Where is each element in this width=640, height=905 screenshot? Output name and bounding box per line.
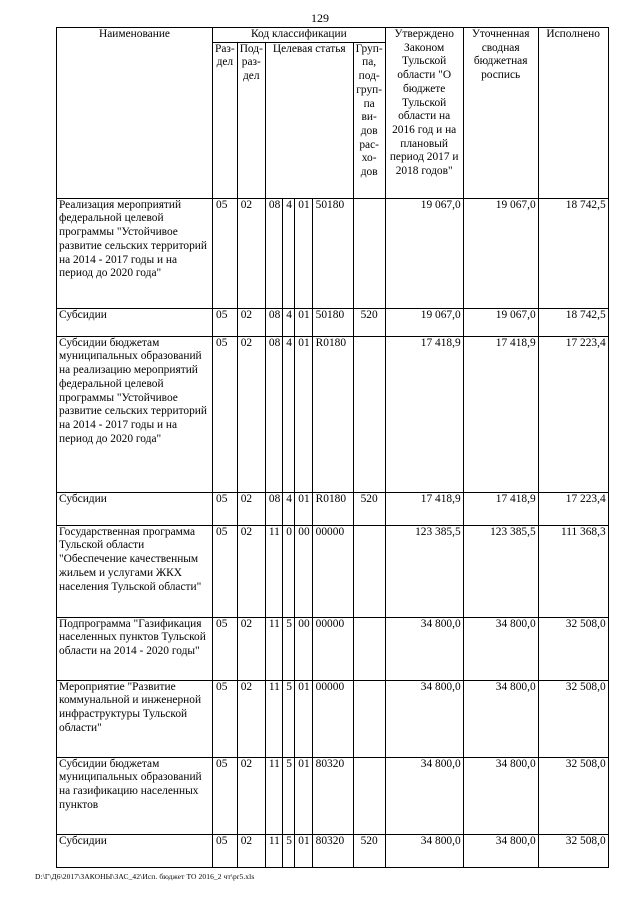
- row-podrazdel: 02: [237, 617, 265, 680]
- row-executed: 17 223,4: [538, 336, 608, 492]
- row-refined: 123 385,5: [463, 525, 538, 617]
- row-refined: 34 800,0: [463, 680, 538, 757]
- header-refined: Уточненная сводная бюджетная роспись: [463, 28, 538, 199]
- row-approved: 17 418,9: [385, 336, 463, 492]
- row-executed: 32 508,0: [538, 757, 608, 834]
- table-header: [57, 28, 609, 199]
- row-razdel: 05: [213, 757, 238, 834]
- row-podrazdel: 02: [237, 492, 265, 525]
- file-path-footer: D:\Г\Д6\2017\ЗАКОНЫ\ЗАС_42\Исп. бюджет ТО 2016_2 чт\pr5.xls: [35, 872, 255, 881]
- row-cs-subprogram: 5: [283, 834, 295, 867]
- row-podrazdel: 02: [237, 308, 265, 336]
- table-row: [57, 834, 609, 867]
- row-cs-program: 08: [265, 336, 282, 492]
- row-approved: 34 800,0: [385, 617, 463, 680]
- row-razdel: 05: [213, 336, 238, 492]
- row-cs-program: 11: [265, 680, 282, 757]
- header-razdel: Раз- дел: [213, 42, 238, 198]
- row-group: [353, 617, 385, 680]
- header-executed: Исполнено: [538, 28, 608, 199]
- row-cs-event: 01: [295, 308, 312, 336]
- row-group: [353, 680, 385, 757]
- row-cs-direction: 00000: [312, 617, 353, 680]
- row-cs-program: 11: [265, 757, 282, 834]
- row-approved: 34 800,0: [385, 680, 463, 757]
- row-cs-event: 00: [295, 617, 312, 680]
- row-cs-subprogram: 4: [283, 308, 295, 336]
- row-refined: 34 800,0: [463, 834, 538, 867]
- row-podrazdel: 02: [237, 336, 265, 492]
- row-cs-direction: 80320: [312, 834, 353, 867]
- table-row: [57, 680, 609, 757]
- row-cs-direction: 80320: [312, 757, 353, 834]
- row-razdel: 05: [213, 834, 238, 867]
- row-group: [353, 525, 385, 617]
- row-name: Субсидии бюджетам муниципальных образований на газификацию населенных пунктов: [57, 757, 213, 834]
- row-razdel: 05: [213, 492, 238, 525]
- row-name: Государственная программа Тульской области "Обеспечение качественным жильем и услугами ЖКХ населения Тульской области": [57, 525, 213, 617]
- row-name: Мероприятие "Развитие коммунальной и инженерной инфраструктуры Тульской области": [57, 680, 213, 757]
- row-razdel: 05: [213, 680, 238, 757]
- row-cs-subprogram: 0: [283, 525, 295, 617]
- row-razdel: 05: [213, 617, 238, 680]
- row-cs-event: 00: [295, 525, 312, 617]
- row-approved: 17 418,9: [385, 492, 463, 525]
- row-executed: 32 508,0: [538, 680, 608, 757]
- row-approved: 34 800,0: [385, 834, 463, 867]
- table-row: [57, 525, 609, 617]
- header-group: Груп- па, под- груп- па ви- дов рас- хо- дов: [353, 42, 385, 198]
- row-executed: 32 508,0: [538, 834, 608, 867]
- row-name: Субсидии: [57, 308, 213, 336]
- row-cs-program: 11: [265, 834, 282, 867]
- row-podrazdel: 02: [237, 757, 265, 834]
- row-name: Субсидии: [57, 834, 213, 867]
- row-refined: 34 800,0: [463, 757, 538, 834]
- table-row: [57, 492, 609, 525]
- row-razdel: 05: [213, 308, 238, 336]
- budget-table: [56, 27, 609, 868]
- row-name: Субсидии: [57, 492, 213, 525]
- row-podrazdel: 02: [237, 525, 265, 617]
- row-cs-subprogram: 5: [283, 680, 295, 757]
- table-row: [57, 757, 609, 834]
- table-row: [57, 336, 609, 492]
- row-cs-event: 01: [295, 834, 312, 867]
- row-group: [353, 198, 385, 308]
- row-cs-program: 11: [265, 617, 282, 680]
- row-group: 520: [353, 492, 385, 525]
- row-refined: 17 418,9: [463, 492, 538, 525]
- row-cs-subprogram: 4: [283, 336, 295, 492]
- row-refined: 34 800,0: [463, 617, 538, 680]
- row-approved: 123 385,5: [385, 525, 463, 617]
- row-group: [353, 757, 385, 834]
- table-row: [57, 308, 609, 336]
- row-cs-event: 01: [295, 336, 312, 492]
- row-group: 520: [353, 834, 385, 867]
- table-body: [57, 198, 609, 867]
- row-razdel: 05: [213, 198, 238, 308]
- row-refined: 19 067,0: [463, 308, 538, 336]
- row-cs-program: 08: [265, 198, 282, 308]
- row-approved: 19 067,0: [385, 308, 463, 336]
- row-name: Субсидии бюджетам муниципальных образований на реализацию мероприятий федеральной целевой программы "Устойчивое развитие сельских территорий на 2014 - 2017 годы и на период до 2020 года": [57, 336, 213, 492]
- row-razdel: 05: [213, 525, 238, 617]
- row-executed: 17 223,4: [538, 492, 608, 525]
- header-target-article: Целевая статья: [265, 42, 353, 198]
- row-group: [353, 336, 385, 492]
- row-podrazdel: 02: [237, 834, 265, 867]
- row-cs-subprogram: 4: [283, 492, 295, 525]
- row-approved: 19 067,0: [385, 198, 463, 308]
- row-cs-direction: 50180: [312, 198, 353, 308]
- row-cs-subprogram: 5: [283, 757, 295, 834]
- row-cs-subprogram: 4: [283, 198, 295, 308]
- row-executed: 32 508,0: [538, 617, 608, 680]
- row-cs-program: 08: [265, 308, 282, 336]
- row-cs-direction: 00000: [312, 680, 353, 757]
- row-cs-direction: 00000: [312, 525, 353, 617]
- row-cs-event: 01: [295, 680, 312, 757]
- row-approved: 34 800,0: [385, 757, 463, 834]
- row-refined: 17 418,9: [463, 336, 538, 492]
- row-refined: 19 067,0: [463, 198, 538, 308]
- row-cs-event: 01: [295, 198, 312, 308]
- row-executed: 111 368,3: [538, 525, 608, 617]
- table-row: [57, 198, 609, 308]
- row-cs-direction: R0180: [312, 492, 353, 525]
- header-approved: Утверждено Законом Тульской области "О бюджете Тульской области на 2016 год и на плановый период 2017 и 2018 годов": [385, 28, 463, 199]
- table-row: [57, 617, 609, 680]
- row-executed: 18 742,5: [538, 198, 608, 308]
- row-podrazdel: 02: [237, 680, 265, 757]
- row-cs-event: 01: [295, 757, 312, 834]
- row-name: Реализация мероприятий федеральной целевой программы "Устойчивое развитие сельских территорий на 2014 - 2017 годы и на период до 2020 года": [57, 198, 213, 308]
- row-cs-program: 08: [265, 492, 282, 525]
- row-name: Подпрограмма "Газификация населенных пунктов Тульской области на 2014 - 2020 годы": [57, 617, 213, 680]
- row-cs-event: 01: [295, 492, 312, 525]
- header-name: Наименование: [57, 28, 213, 199]
- header-code-group: Код классификации: [213, 28, 386, 43]
- row-cs-program: 11: [265, 525, 282, 617]
- row-podrazdel: 02: [237, 198, 265, 308]
- row-group: 520: [353, 308, 385, 336]
- row-cs-subprogram: 5: [283, 617, 295, 680]
- row-cs-direction: 50180: [312, 308, 353, 336]
- header-podrazdel: Под- раз- дел: [237, 42, 265, 198]
- row-cs-direction: R0180: [312, 336, 353, 492]
- row-executed: 18 742,5: [538, 308, 608, 336]
- page-number: 129: [311, 11, 329, 25]
